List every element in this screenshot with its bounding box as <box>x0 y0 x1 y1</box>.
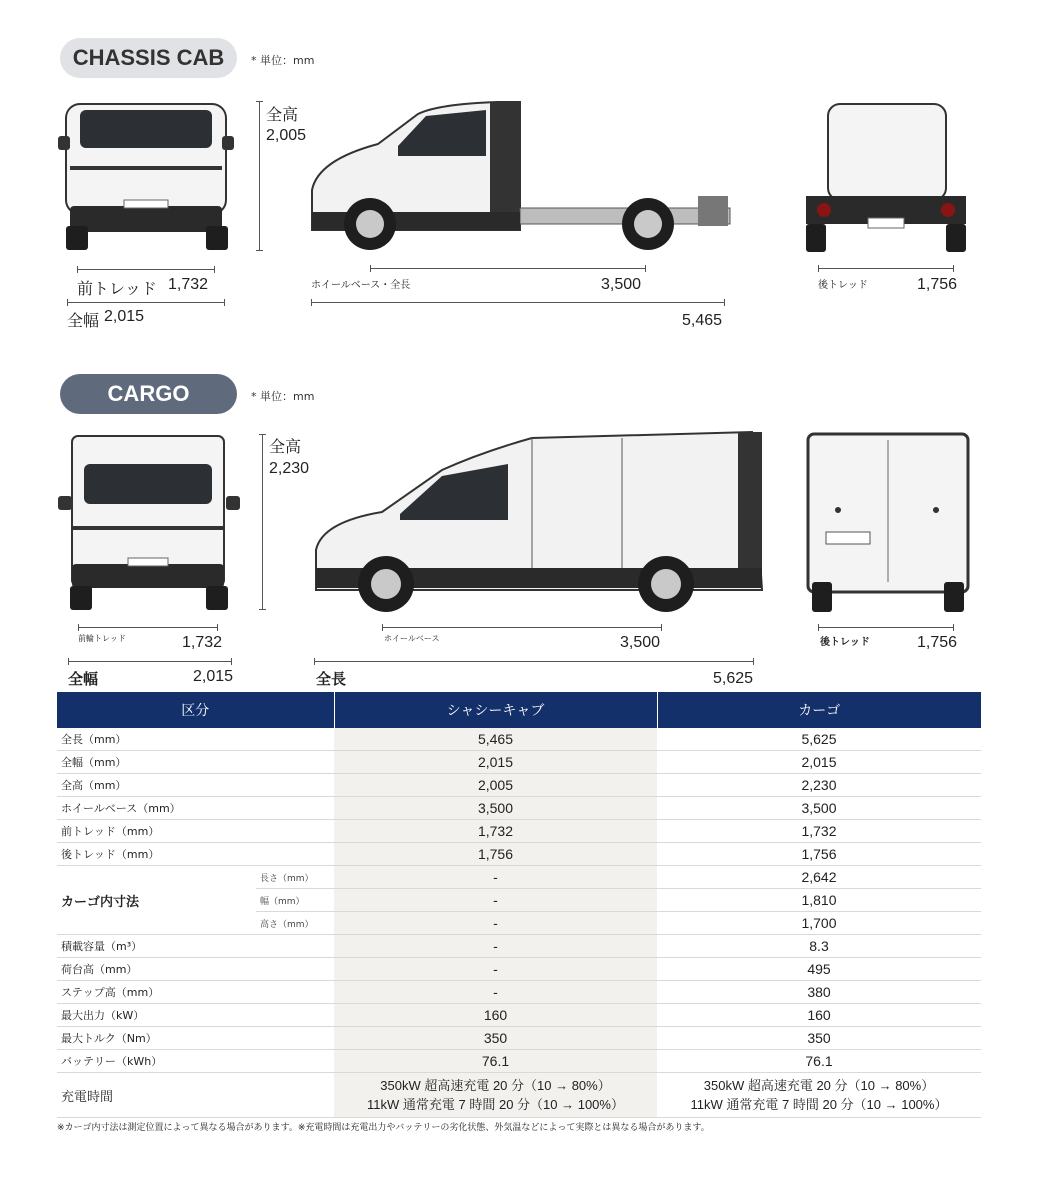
chassis-charge-line2: 11kW 通常充電 7 時間 20 分（10 → 100%） <box>367 1097 624 1112</box>
table-row <box>57 774 981 797</box>
cargo-wheelbase-line <box>382 627 662 628</box>
cargo-length-value: 5,625 <box>713 670 754 687</box>
cargo-value: 1,756 <box>657 843 981 866</box>
chassis-wheelbase-line <box>370 268 646 269</box>
inner-sub-label: 高さ（mm） <box>256 912 334 935</box>
spec-table-header-row <box>57 692 981 728</box>
chassis-value: 350 <box>334 1027 657 1050</box>
table-row <box>57 1004 981 1027</box>
row-label: 荷台高（mm） <box>57 958 334 981</box>
chassis-value: 5,465 <box>334 728 657 751</box>
cargo-value: 495 <box>657 958 981 981</box>
header-category: 区分 <box>57 692 334 728</box>
cargo-title: CARGO <box>60 374 237 414</box>
footnote: ※カーゴ内寸法は測定位置によって異なる場合があります。※充電時間は充電出力やバッテリーの劣化状態、外気温などによって実際とは異なる場合があります。 <box>57 1123 710 1133</box>
cargo-front-tread-line <box>78 627 218 628</box>
cargo-front-tread-label: 前輪トレッド <box>78 634 126 643</box>
cargo-value: 1,810 <box>657 889 981 912</box>
chassis-value: 2,015 <box>334 751 657 774</box>
row-label: 全高（mm） <box>57 774 334 797</box>
cargo-value: 76.1 <box>657 1050 981 1073</box>
table-row <box>57 820 981 843</box>
cargo-value: 3,500 <box>657 797 981 820</box>
cargo-front-tread-value: 1,732 <box>182 634 223 651</box>
cargo-length-line <box>314 661 754 662</box>
cargo-charge-line2: 11kW 通常充電 7 時間 20 分（10 → 100%） <box>690 1097 948 1112</box>
cargo-value: 2,015 <box>657 751 981 774</box>
cargo-value: 380 <box>657 981 981 1004</box>
chassis-value: 2,005 <box>334 774 657 797</box>
chassis-height-dimension-line <box>259 101 260 251</box>
inner-sub-label: 幅（mm） <box>256 889 334 912</box>
charge-time-label: 充電時間 <box>57 1073 334 1118</box>
cargo-value: 350 <box>657 1027 981 1050</box>
chassis-width-value: 2,015 <box>104 308 145 325</box>
cargo-charge-line1: 350kW 超高速充電 20 分（10 → 80%） <box>703 1078 935 1093</box>
unit-note-chassis: * 単位：mm <box>251 54 315 67</box>
chassis-charge-value <box>334 1073 657 1118</box>
cargo-height-label: 全高 <box>269 437 302 456</box>
table-row <box>57 981 981 1004</box>
chassis-value: - <box>334 958 657 981</box>
cargo-value: 8.3 <box>657 935 981 958</box>
cargo-height-value: 2,230 <box>269 460 310 477</box>
cargo-side-view-image <box>312 430 764 614</box>
table-row <box>57 866 981 889</box>
cargo-height-dimension-line <box>262 434 263 610</box>
chassis-width-label: 全幅 <box>67 311 100 330</box>
row-label: ホイールベース（mm） <box>57 797 334 820</box>
cargo-length-label: 全長 <box>316 670 347 688</box>
chassis-side-view-image <box>308 100 733 254</box>
chassis-height-value: 2,005 <box>266 127 307 144</box>
table-row <box>57 958 981 981</box>
table-row <box>57 728 981 751</box>
row-label: ステップ高（mm） <box>57 981 334 1004</box>
cargo-rear-tread-label: 後トレッド <box>820 637 870 648</box>
chassis-height-label: 全高 <box>266 105 299 124</box>
row-label: 後トレッド（mm） <box>57 843 334 866</box>
chassis-value: - <box>334 912 657 935</box>
chassis-value: 160 <box>334 1004 657 1027</box>
cargo-width-value: 2,015 <box>193 668 234 685</box>
table-row <box>57 935 981 958</box>
chassis-value: 1,756 <box>334 843 657 866</box>
chassis-value: 1,732 <box>334 820 657 843</box>
cargo-value: 1,732 <box>657 820 981 843</box>
cargo-value: 5,625 <box>657 728 981 751</box>
chassis-wheelbase-value: 3,500 <box>601 276 642 293</box>
cargo-rear-tread-line <box>818 627 954 628</box>
chassis-length-line <box>311 302 725 303</box>
header-chassis: シャシーキャブ <box>334 692 657 728</box>
cargo-value: 2,642 <box>657 866 981 889</box>
cargo-width-line <box>68 661 232 662</box>
chassis-charge-line1: 350kW 超高速充電 20 分（10 → 80%） <box>380 1078 611 1093</box>
unit-note-cargo: * 単位：mm <box>251 390 315 403</box>
spec-table <box>57 692 981 1118</box>
cargo-front-view-image <box>56 434 242 612</box>
table-row <box>57 1050 981 1073</box>
chassis-value: - <box>334 981 657 1004</box>
row-label: 積載容量（m³） <box>57 935 334 958</box>
cargo-wheelbase-value: 3,500 <box>620 634 661 651</box>
chassis-rear-tread-line <box>818 268 954 269</box>
header-cargo: カーゴ <box>657 692 981 728</box>
chassis-front-tread-line <box>77 269 215 270</box>
table-row <box>57 797 981 820</box>
chassis-length-value: 5,465 <box>682 312 723 329</box>
chassis-value: - <box>334 866 657 889</box>
chassis-cab-title: CHASSIS CAB <box>60 38 237 78</box>
cargo-charge-value <box>657 1073 981 1118</box>
table-row <box>57 1073 981 1118</box>
chassis-width-line <box>67 302 225 303</box>
table-row <box>57 843 981 866</box>
cargo-rear-view-image <box>806 432 970 614</box>
cargo-value: 160 <box>657 1004 981 1027</box>
row-label: バッテリー（kWh） <box>57 1050 334 1073</box>
cargo-value: 1,700 <box>657 912 981 935</box>
chassis-value: - <box>334 889 657 912</box>
chassis-wheelbase-length-label: ホイールベース・全長 <box>311 280 411 291</box>
chassis-front-tread-label: 前トレッド <box>77 279 157 298</box>
cargo-rear-tread-value: 1,756 <box>917 634 958 651</box>
chassis-value: 76.1 <box>334 1050 657 1073</box>
chassis-value: - <box>334 935 657 958</box>
chassis-rear-tread-value: 1,756 <box>917 276 958 293</box>
chassis-rear-tread-label: 後トレッド <box>818 280 868 291</box>
row-label: 前トレッド（mm） <box>57 820 334 843</box>
row-label: 全長（mm） <box>57 728 334 751</box>
cargo-wheelbase-label: ホイールベース <box>384 634 440 643</box>
table-row <box>57 751 981 774</box>
chassis-value: 3,500 <box>334 797 657 820</box>
inner-sub-label: 長さ（mm） <box>256 866 334 889</box>
chassis-front-view-image <box>56 96 238 252</box>
chassis-front-tread-value: 1,732 <box>168 276 209 293</box>
chassis-rear-view-image <box>806 100 966 254</box>
row-label: 最大トルク（Nm） <box>57 1027 334 1050</box>
table-row <box>57 1027 981 1050</box>
row-label: 全幅（mm） <box>57 751 334 774</box>
row-label: 最大出力（kW） <box>57 1004 334 1027</box>
cargo-inner-dimensions-label: カーゴ内寸法 <box>57 866 256 935</box>
cargo-value: 2,230 <box>657 774 981 797</box>
cargo-width-label: 全幅 <box>68 670 99 688</box>
